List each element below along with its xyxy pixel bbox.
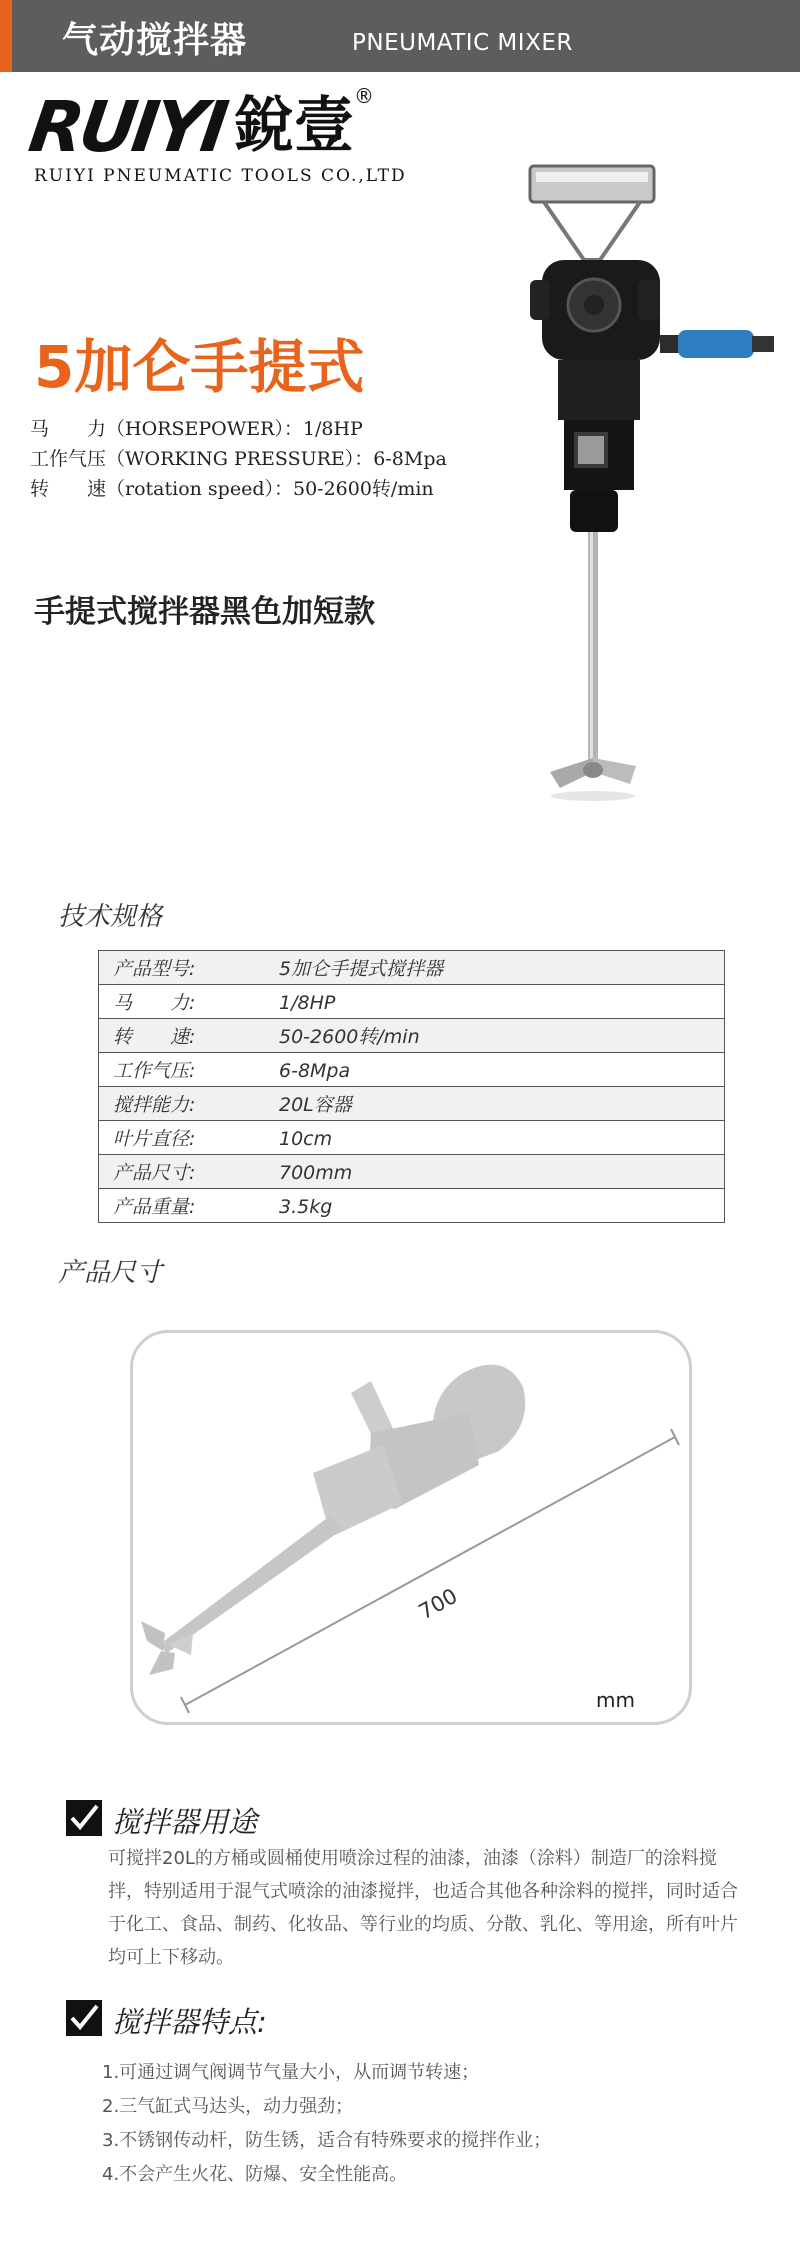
checkmark-icon — [66, 2000, 102, 2036]
usage-title: 搅拌器用途 — [112, 1805, 258, 1839]
features-title: 搅拌器特点: — [112, 2005, 267, 2039]
feature-item: 2.三气缸式马达头，动力强劲； — [102, 2096, 354, 2117]
spec-key: 产品型号: — [113, 958, 196, 980]
usage-description: 可搅拌20L的方桶或圆桶使用喷涂过程的油漆，油漆（涂料）制造厂的涂料搅拌，特别适用于混气式喷涂的油漆搅拌，也适合其他各种涂料的搅拌，同时适合于化工、食品、制药、化妆品、等行业的均质、分散、乳化、等用途，所有叶片均可上下移动。 — [108, 1848, 738, 1968]
spec-value: 5加仑手提式搅拌器 — [279, 958, 444, 980]
spec-rotation-speed: 转 速（rotation speed）：50-2600转/min — [30, 478, 434, 500]
mixer-product-image — [520, 160, 780, 810]
spec-key: 马 力: — [113, 992, 196, 1014]
spec-horsepower: 马 力（HORSEPOWER）：1/8HP — [30, 418, 363, 440]
brand-logo-wordmark: RUIYI — [24, 86, 230, 168]
brand-logo-cn: 銳壹 — [234, 91, 354, 161]
spec-value: 10cm — [279, 1128, 333, 1150]
dimension-diagram-frame — [130, 1330, 692, 1725]
product-title: 5加仑手提式 — [34, 333, 365, 401]
tech-spec-title: 技术规格 — [58, 902, 163, 932]
spec-working-pressure: 工作气压（WORKING PRESSURE）：6-8Mpa — [30, 448, 447, 470]
table-row — [99, 1019, 725, 1053]
table-row — [99, 1087, 725, 1121]
company-name: RUIYI PNEUMATIC TOOLS CO.,LTD — [34, 166, 407, 186]
table-row — [99, 951, 725, 985]
table-row — [99, 1121, 725, 1155]
checkmark-icon — [66, 1800, 102, 1836]
spec-key: 产品重量: — [113, 1196, 196, 1218]
table-row — [99, 1189, 725, 1223]
tech-spec-table — [98, 950, 725, 1223]
spec-value: 3.5kg — [279, 1196, 333, 1218]
spec-key: 叶片直径: — [113, 1128, 196, 1150]
header-title-en: PNEUMATIC MIXER — [352, 30, 573, 56]
header-accent-stripe — [0, 0, 12, 72]
spec-value: 20L容器 — [279, 1094, 352, 1116]
dimension-length-label: 700 — [414, 1583, 462, 1625]
spec-value: 6-8Mpa — [279, 1060, 351, 1082]
spec-key: 转 速: — [113, 1026, 196, 1048]
spec-key: 工作气压: — [113, 1060, 196, 1082]
spec-value: 1/8HP — [279, 992, 336, 1014]
table-row — [99, 985, 725, 1019]
dimensions-title: 产品尺寸 — [58, 1258, 163, 1288]
spec-value: 700mm — [279, 1162, 353, 1184]
dimension-diagram — [133, 1333, 692, 1725]
spec-key: 搅拌能力: — [113, 1094, 196, 1116]
table-row — [99, 1053, 725, 1087]
feature-item: 1.可通过调气阀调节气量大小，从而调节转速； — [102, 2062, 480, 2083]
product-subtitle: 手提式搅拌器黑色加短款 — [34, 594, 375, 630]
table-row — [99, 1155, 725, 1189]
spec-key: 产品尺寸: — [113, 1162, 196, 1184]
registered-mark: ® — [354, 84, 374, 108]
dimension-unit-label: mm — [596, 1688, 635, 1712]
header-title-cn: 气动搅拌器 — [62, 20, 248, 61]
spec-value: 50-2600转/min — [279, 1026, 420, 1048]
feature-item: 3.不锈钢传动杆，防生锈，适合有特殊要求的搅拌作业； — [102, 2130, 552, 2151]
feature-item: 4.不会产生火花、防爆、安全性能高。 — [102, 2164, 408, 2185]
